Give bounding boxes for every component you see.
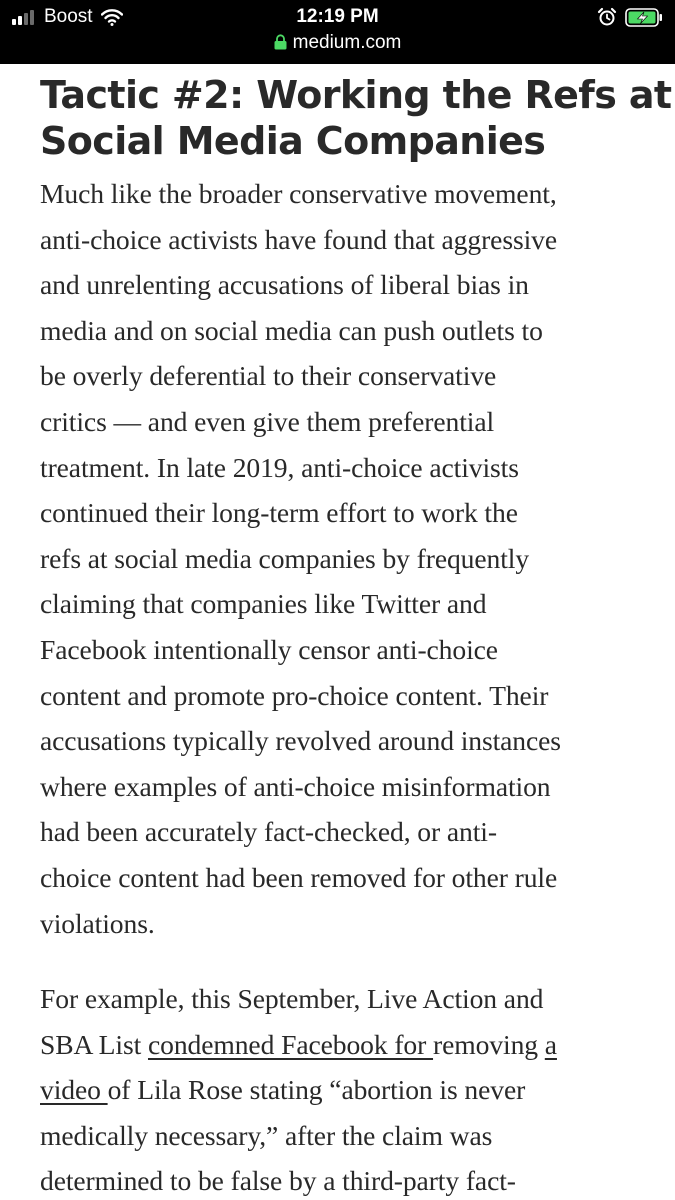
article-heading (40, 72, 672, 164)
article (40, 72, 672, 1200)
text-line: claiming that companies like Twitter and (40, 588, 487, 620)
text-line: Much like the broader conservative movement, (40, 178, 557, 209)
text-line: refs at social media companies by frequently (40, 542, 530, 574)
text-line: be overly deferential to their conservative (40, 360, 497, 392)
paragraph-2 (40, 976, 640, 1200)
battery-charging-icon (625, 8, 663, 27)
text-line: For example, this September, Live Action and (40, 983, 544, 1015)
text-line (40, 1022, 640, 1068)
text-line: violations. (40, 907, 155, 939)
text-line: and unrelenting accusations of liberal bias in (40, 269, 529, 301)
text-segment: of Lila Rose stating “abortion is never (107, 1074, 526, 1106)
text-line: choice content had been removed for other rule (40, 861, 558, 893)
text-line: determined to be false by a third-party fact- (40, 1165, 516, 1197)
heading-line: Social Media Companies (40, 119, 546, 163)
text-line: continued their long-term effort to work the (40, 497, 518, 529)
status-right-group (597, 6, 663, 28)
text-line (40, 1067, 640, 1113)
text-line: where examples of anti-choice misinformation (40, 770, 551, 802)
status-time: 12:19 PM (296, 6, 379, 27)
condemned-facebook-link[interactable]: condemned Facebook for (147, 1028, 434, 1060)
status-bar (0, 0, 675, 64)
text-line: treatment. In late 2019, anti-choice activists (40, 451, 519, 483)
text-line: anti-choice activists have found that aggressive (40, 223, 558, 255)
text-segment: removing (433, 1028, 545, 1060)
text-segment: SBA List (40, 1028, 148, 1060)
carrier-name: Boost (44, 6, 93, 27)
text-line: content and promote pro-choice content. Their (40, 679, 549, 711)
video-link[interactable]: video (40, 1074, 108, 1106)
text-line: accusations typically revolved around instances (40, 725, 561, 757)
heading-line: Tactic #2: Working the Refs at (40, 73, 672, 117)
text-line: had been accurately fact-checked, or anti- (40, 816, 497, 848)
alarm-icon (597, 7, 617, 27)
text-line: media and on social media can push outlets to (40, 314, 543, 346)
text-line: Facebook intentionally censor anti-choice (40, 633, 498, 665)
url-text: medium.com (292, 32, 402, 53)
text-line: critics — and even give them preferential (40, 405, 495, 437)
text-line: medically necessary,” after the claim was (40, 1119, 493, 1151)
paragraph-1 (40, 171, 640, 946)
lock-icon (274, 34, 287, 50)
url-row[interactable] (0, 32, 675, 54)
video-link[interactable]: a (544, 1028, 557, 1060)
